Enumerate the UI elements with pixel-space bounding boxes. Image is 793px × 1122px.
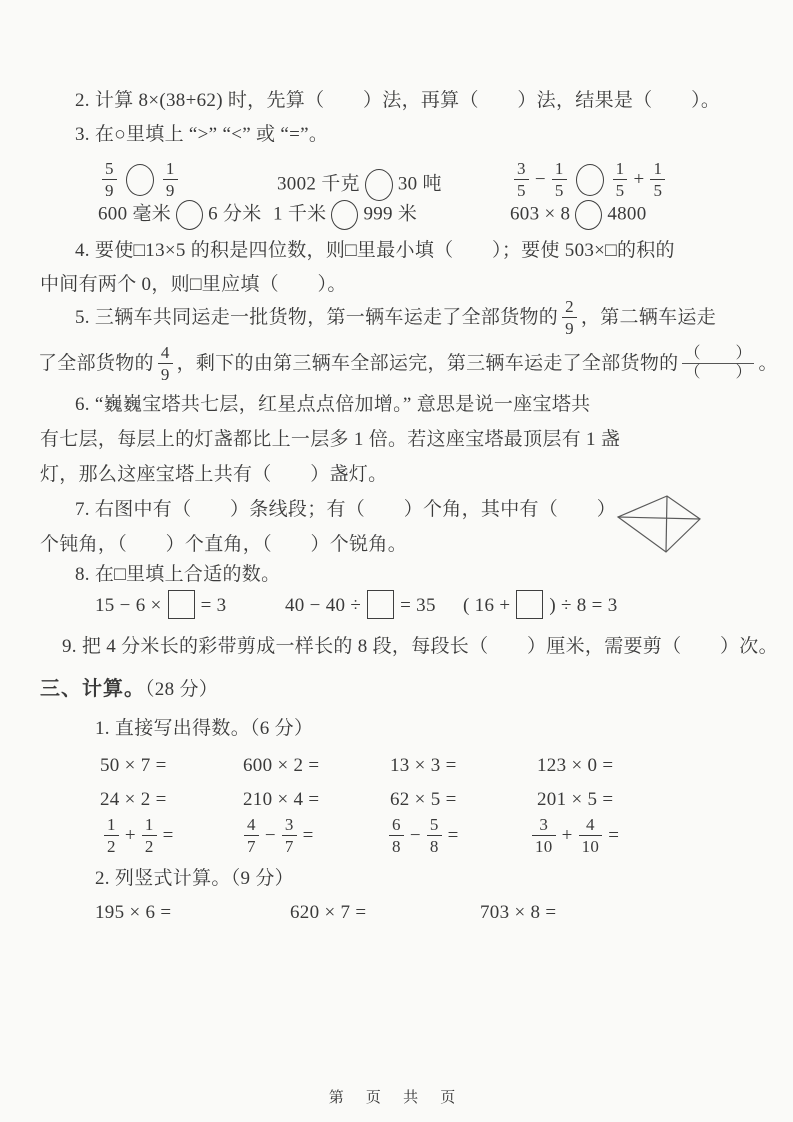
fraction: $\frac{2}{9}$	[562, 298, 577, 337]
question-3-title: 3. 在○里填上 “>” “<” 或 “=”。	[75, 124, 329, 145]
comparison-circle	[365, 169, 393, 201]
vcalc-item3: 703 × 8 =	[480, 902, 557, 923]
question-5-line2: 了全部货物的 $\frac{4}{9}$ ，剩下的由第三辆车全部运完，第三辆车运走了全部货物的 $\frac{( )}{( )}$ 。	[38, 343, 778, 384]
page-footer: 第 页 共 页	[328, 1089, 465, 1106]
question-4-line1: 4. 要使□13×5 的积是四位数，则□里最小填（ ）；要使 503×□的积的	[75, 240, 675, 261]
oral-row1-item3: 13 × 3 =	[390, 755, 457, 776]
compare-right: 4800	[607, 203, 647, 225]
q8-equation-3: ( 16 + ) ÷ 8 = 3	[463, 590, 618, 623]
comparison-circle	[126, 164, 154, 196]
oral-row3-item2: $\frac{4}{7}$ − $\frac{3}{7}$ =	[240, 816, 316, 855]
compare-left: 1 千米	[273, 203, 327, 225]
question-4-line2: 中间有两个 0，则□里应填（ ）。	[40, 274, 347, 295]
q3-row1-col1	[98, 160, 182, 199]
oral-row3-item4: $\frac{3}{10}$ + $\frac{4}{10}$ =	[528, 816, 621, 855]
compare-right: 30 吨	[397, 173, 442, 195]
compare-right: 999 米	[363, 203, 418, 225]
question-7-line2: 个钝角，（ ）个直角，（ ）个锐角。	[40, 534, 408, 555]
fraction: $\frac{1}{5}$	[650, 160, 665, 199]
compare-left: 600 毫米	[98, 203, 172, 225]
blank-box	[168, 590, 195, 619]
oral-row2-item3: 62 × 5 =	[390, 789, 457, 810]
oral-row2-item4: 201 × 5 =	[537, 789, 614, 810]
question-9: 9. 把 4 分米长的彩带剪成一样长的 8 段，每段长（ ）厘米，需要剪（ ）次。	[62, 636, 778, 657]
question-6-line2: 有七层，每层上的灯盏都比上一层多 1 倍。若这座宝塔最顶层有 1 盏	[40, 429, 621, 450]
q3-row2-col1	[98, 200, 262, 230]
calc1-title: 1. 直接写出得数。（6 分）	[95, 718, 314, 739]
fraction: $\frac{4}{7}$	[244, 816, 259, 855]
fraction: $\frac{5}{8}$	[427, 816, 442, 855]
fraction: $\frac{4}{10}$	[579, 816, 603, 855]
oral-row2-item2: 210 × 4 =	[243, 789, 320, 810]
question-8-title: 8. 在□里填上合适的数。	[75, 564, 281, 585]
fraction: $\frac{5}{9}$	[102, 160, 117, 199]
compare-left: 3002 千克	[277, 173, 360, 195]
q8-equation-1: 15 − 6 × = 3	[95, 590, 226, 623]
kite-figure	[612, 490, 707, 558]
question-7-line1: 7. 右图中有（ ）条线段；有（ ）个角，其中有（ ）	[75, 499, 617, 520]
vcalc-item2: 620 × 7 =	[290, 902, 367, 923]
fraction: $\frac{1}{5}$	[552, 160, 567, 199]
oral-row1-item4: 123 × 0 =	[537, 755, 614, 776]
q8-equation-2: 40 − 40 ÷ = 35	[285, 590, 436, 623]
blank-fraction: $\frac{( )}{( )}$	[684, 344, 753, 381]
comparison-circle	[575, 200, 602, 230]
question-6-line3: 灯，那么这座宝塔上共有（ ）盏灯。	[40, 464, 388, 485]
fraction: $\frac{1}{2}$	[104, 816, 119, 855]
blank-box	[367, 590, 394, 619]
comparison-circle	[331, 200, 358, 230]
oral-row3-item3: $\frac{6}{8}$ − $\frac{5}{8}$ =	[385, 816, 461, 855]
question-6-line1: 6. “巍巍宝塔共七层，红星点点倍加增。” 意思是说一座宝塔共	[75, 394, 591, 415]
calc2-title: 2. 列竖式计算。（9 分）	[95, 868, 294, 889]
fraction: $\frac{3}{5}$	[514, 160, 529, 199]
oral-row1-item1: 50 × 7 =	[100, 755, 167, 776]
vcalc-item1: 195 × 6 =	[95, 902, 172, 923]
q3-row2-col2	[273, 200, 417, 230]
fraction: $\frac{4}{9}$	[158, 344, 173, 383]
fraction: $\frac{1}{5}$	[613, 160, 628, 199]
question-2: 2. 计算 8×(38+62) 时，先算（ ）法，再算（ ）法，结果是（ ）。	[75, 90, 721, 111]
section-3-heading	[40, 676, 218, 703]
fraction: $\frac{1}{9}$	[163, 160, 178, 199]
q3-row1-col3: $\frac{3}{5}$ − $\frac{1}{5}$ $\frac{1}{5}$ + $\frac{1}{5}$	[510, 160, 669, 199]
question-5-line1: 5. 三辆车共同运走一批货物，第一辆车运走了全部货物的 $\frac{2}{9}$ ，第二辆车运走	[75, 297, 717, 338]
q3-row1-col2	[277, 169, 442, 201]
oral-row2-item1: 24 × 2 =	[100, 789, 167, 810]
fraction: $\frac{3}{10}$	[532, 816, 556, 855]
comparison-circle	[176, 200, 203, 230]
comparison-circle	[576, 164, 604, 196]
compare-right: 6 分米	[208, 203, 262, 225]
oral-row3-item1: $\frac{1}{2}$ + $\frac{1}{2}$ =	[100, 816, 176, 855]
oral-row1-item2: 600 × 2 =	[243, 755, 320, 776]
q3-row2-col3	[510, 200, 647, 230]
compare-left: 603 × 8	[510, 203, 571, 225]
section-3-title: 三、计算。	[40, 678, 145, 700]
fraction: $\frac{6}{8}$	[389, 816, 404, 855]
fraction: $\frac{1}{2}$	[142, 816, 157, 855]
kite-icon	[612, 490, 707, 558]
blank-box	[516, 590, 543, 619]
fraction: $\frac{3}{7}$	[282, 816, 297, 855]
section-3-score: （28 分）	[145, 679, 219, 700]
